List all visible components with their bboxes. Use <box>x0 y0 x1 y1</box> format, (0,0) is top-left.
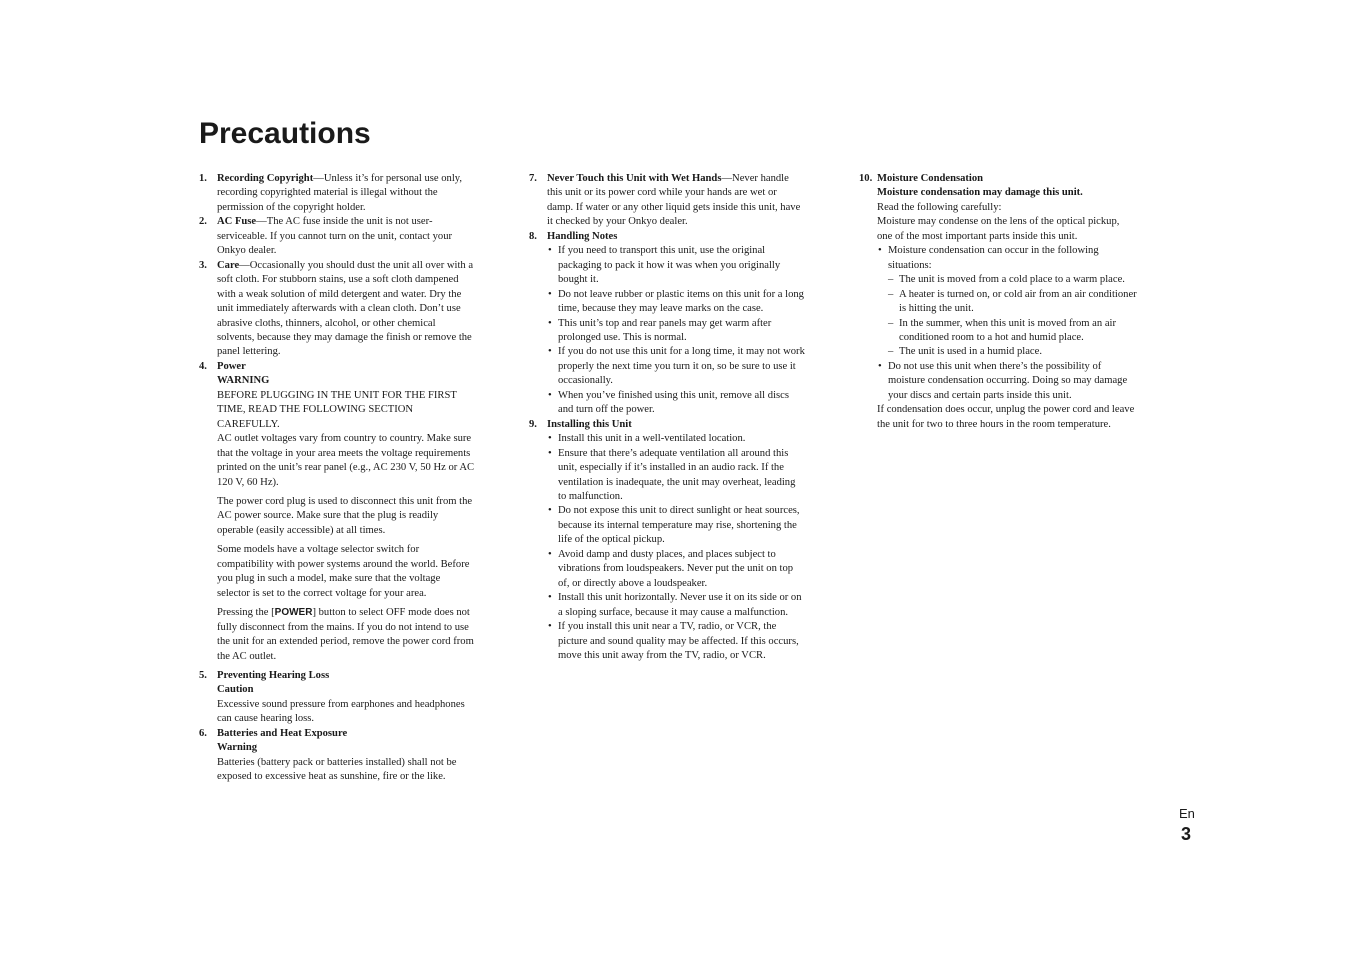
column-right <box>859 172 1137 432</box>
list-item: • When you’ve finished using this unit, remove all discs and turn off the power. <box>547 389 805 418</box>
item-number: 8. <box>529 230 537 242</box>
item-number: 1. <box>199 173 207 184</box>
item-paragraph: Some models have a voltage selector switch for compatibility with power systems around the world. Before you plug in such a model, make sure that the voltage selector is set to the correct voltage for your area. <box>217 544 470 599</box>
item-recording-copyright <box>199 172 475 215</box>
item-heading: Care <box>217 259 240 271</box>
item-heading: Installing this Unit <box>547 418 632 430</box>
item-hearing-loss <box>199 669 475 727</box>
item-paragraph: The power cord plug is used to disconnect this unit from the AC power source. Make sure that the plug is readily operable (easily accessible) at all times. <box>217 495 473 536</box>
column-middle <box>529 172 805 663</box>
item-text: —Unless it’s for personal use only, recording copyrighted material is illegal without the permission of the copyright holder. <box>217 173 463 213</box>
page-number: 3 <box>1181 824 1192 844</box>
item-number: 9. <box>529 418 537 430</box>
language-label: En <box>1179 806 1195 821</box>
list-item: • This unit’s top and rear panels may get warm after prolonged use. This is normal. <box>547 317 805 346</box>
list-item: • Install this unit in a well-ventilated location. <box>547 432 805 446</box>
item-number: 3. <box>199 259 207 271</box>
item-text: —The AC fuse inside the unit is not user-serviceable. If you cannot turn on the unit, contact your Onkyo dealer. <box>217 216 453 257</box>
item-ac-fuse <box>199 215 475 258</box>
text-fragment: ] button to select OFF mode does not fully disconnect from the mains. If you do not intend to use the unit for an extended period, remove the power cord from the AC outlet. <box>217 607 474 662</box>
item-paragraph: If condensation does occur, unplug the power cord and leave the unit for two to three hours in the room temperature. <box>877 404 1135 430</box>
item-wet-hands <box>529 172 805 230</box>
item-paragraph: Excessive sound pressure from earphones and headphones can cause hearing loss. <box>217 698 465 725</box>
item-paragraph <box>217 606 475 664</box>
list-item: • Ensure that there’s adequate ventilation all around this unit, especially if it’s installed in an audio rack. If the ventilation is inadequate, the unit may overheat, leading to malfunction. <box>547 447 805 505</box>
item-number: 6. <box>199 727 207 739</box>
sub-list-item: – In the summer, when this unit is moved from an air conditioned room to a hot and humid place. <box>877 317 1137 346</box>
item-number: 4. <box>199 360 207 372</box>
item-paragraph: Batteries (battery pack or batteries installed) shall not be exposed to excessive heat as sunshine, fire or the like. <box>217 756 457 783</box>
list-item: • If you do not use this unit for a long time, it may not work properly the next time you turn it on, so be sure to use it occasionally. <box>547 345 805 388</box>
item-paragraph: Moisture may condense on the lens of the optical pickup, one of the most important parts inside this unit. <box>877 216 1120 242</box>
item-paragraph: AC outlet voltages vary from country to country. Make sure that the voltage in your area meets the voltage requirements printed on the unit’s rear panel (e.g., AC 230 V, 50 Hz or AC 120 V, 60 Hz). <box>217 433 475 488</box>
list-item: • Do not leave rubber or plastic items on this unit for a long time, because they may leave marks on the case. <box>547 288 805 317</box>
list-item: • Moisture condensation can occur in the following situations: <box>877 244 1137 273</box>
item-text: —Occasionally you should dust the unit all over with a soft cloth. For stubborn stains, use a soft cloth dampened with a weak solution of mild detergent and water. Dry the unit immediately afterwards with a clean cloth. Don’t use abrasive cloths, thinners, alcohol, or other chemical solvents, because they may damage the finish or remove the panel lettering. <box>217 259 474 358</box>
item-subheading: WARNING <box>217 375 270 387</box>
list-item: • Install this unit horizontally. Never use it on its side or on a sloping surface, because it may cause a malfunction. <box>547 591 805 620</box>
item-care <box>199 259 475 360</box>
sub-list-item: – The unit is used in a humid place. <box>877 345 1137 359</box>
text-fragment: Pressing the [ <box>217 607 275 619</box>
item-moisture <box>859 172 1137 432</box>
item-subheading: Warning <box>217 742 258 754</box>
power-key-label: POWER <box>274 607 313 619</box>
sub-list-item: – The unit is moved from a cold place to a warm place. <box>877 273 1137 287</box>
item-number: 10. <box>859 173 873 184</box>
item-text: —Never handle this unit or its power cord while your hands are wet or damp. If water or any other liquid gets inside this unit, have it checked by your Onkyo dealer. <box>547 173 801 228</box>
item-subheading: Caution <box>217 684 254 696</box>
item-paragraph: BEFORE PLUGGING IN THE UNIT FOR THE FIRST TIME, READ THE FOLLOWING SECTION CAREFULLY. <box>217 389 457 430</box>
item-heading: AC Fuse <box>217 216 257 228</box>
item-heading: Recording Copyright <box>217 173 314 184</box>
item-heading: Never Touch this Unit with Wet Hands <box>547 173 722 184</box>
list-item: • If you install this unit near a TV, radio, or VCR, the picture and sound quality may be affected. If this occurs, move this unit away from the TV, radio, or VCR. <box>547 620 805 663</box>
item-installing <box>529 418 805 664</box>
item-batteries <box>199 727 475 785</box>
sub-list-item: – A heater is turned on, or cold air from an air conditioner is hitting the unit. <box>877 288 1137 317</box>
item-paragraph: Read the following carefully: <box>877 201 1002 213</box>
item-heading: Handling Notes <box>547 230 618 242</box>
list-item: • Do not use this unit when there’s the possibility of moisture condensation occurring. Doing so may damage your discs and certain parts inside this unit. <box>877 360 1137 403</box>
column-left <box>199 172 475 785</box>
list-item: • Do not expose this unit to direct sunlight or heat sources, because its internal temperature may rise, shortening the life of the optical pickup. <box>547 504 805 547</box>
list-item: • Avoid damp and dusty places, and places subject to vibrations from loudspeakers. Never put the unit on top of, or directly above a loudspeaker. <box>547 548 805 591</box>
item-number: 7. <box>529 173 537 184</box>
item-heading: Preventing Hearing Loss <box>217 669 330 681</box>
item-heading: Power <box>217 360 246 372</box>
item-subheading: Moisture condensation may damage this unit. <box>877 187 1083 199</box>
item-handling-notes <box>529 230 805 418</box>
item-number: 2. <box>199 216 207 228</box>
item-heading: Batteries and Heat Exposure <box>217 727 348 739</box>
item-number: 5. <box>199 669 207 681</box>
list-item: • If you need to transport this unit, use the original packaging to pack it how it was when you originally bought it. <box>547 244 805 287</box>
item-power <box>199 360 475 664</box>
item-heading: Moisture Condensation <box>877 173 984 184</box>
page-title: Precautions <box>199 117 371 150</box>
